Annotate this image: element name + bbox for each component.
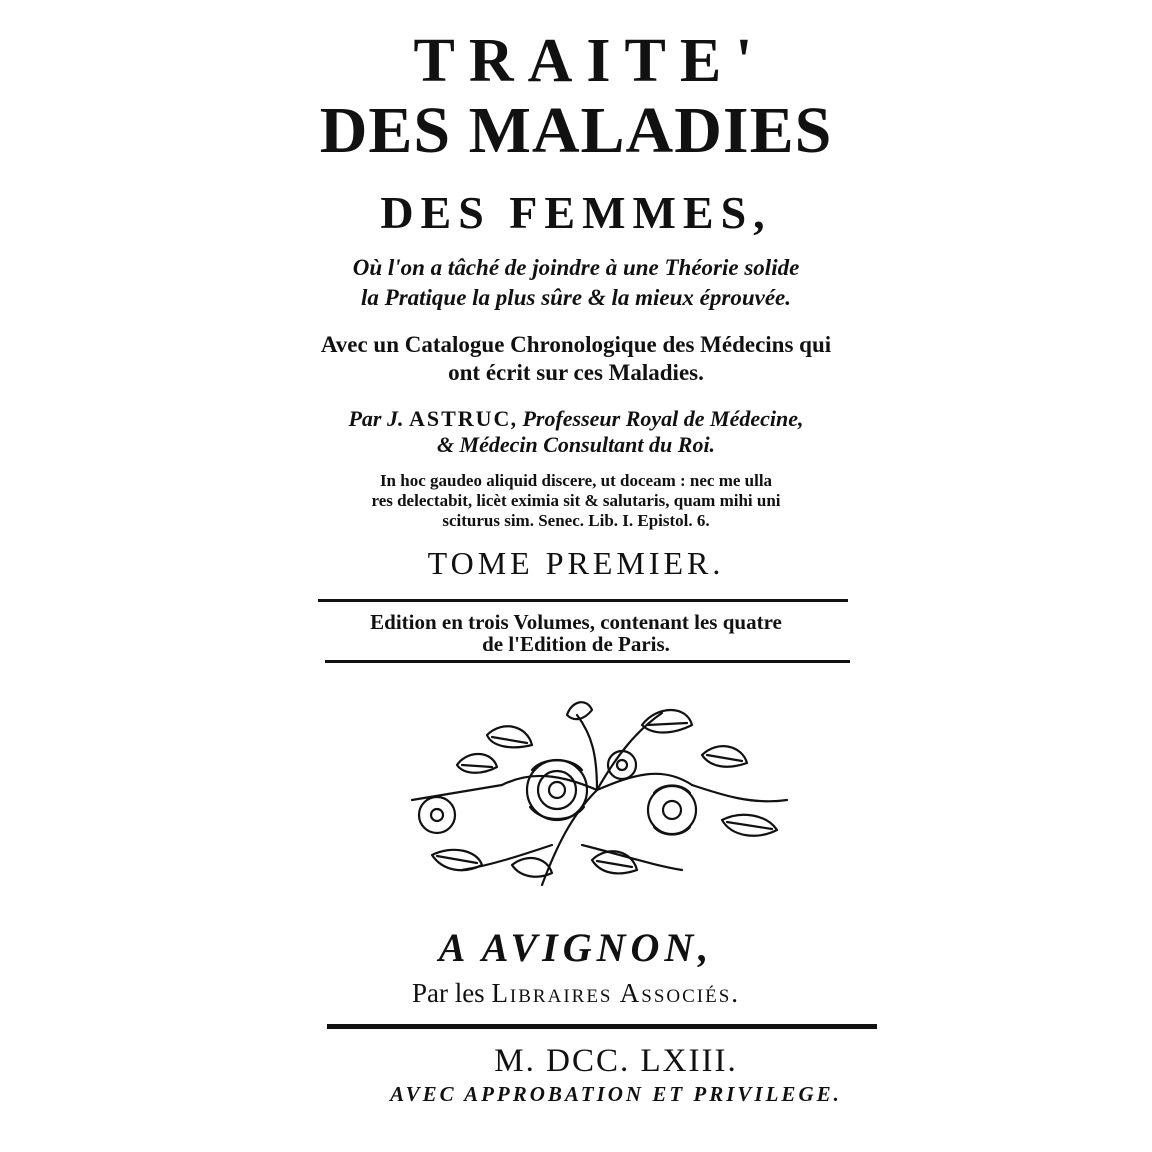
motto-line-3: sciturus sim. Senec. Lib. I. Epistol. 6. [442, 511, 710, 530]
floral-bouquet-icon [392, 695, 802, 895]
title-line-3: DES FEMMES, [380, 187, 772, 238]
publisher-prefix: Par les [411, 978, 492, 1008]
author-prefix: Par J. [348, 406, 409, 431]
imprint-approbation: AVEC APPROBATION ET PRIVILEGE. [390, 1082, 842, 1106]
divider-rule-top [318, 599, 848, 602]
tome-label: TOME PREMIER. [427, 545, 725, 581]
edition-line-1: Edition en trois Volumes, contenant les quatre [370, 610, 782, 634]
author-title: , Professeur Royal de Médecine, [511, 406, 804, 431]
motto-line-2: res delectabit, licèt eximia sit & salutaris, quam mihi uni [371, 491, 781, 510]
subtitle-line-1: Où l'on a tâché de joindre à une Théorie solide [352, 255, 800, 280]
author-name: ASTRUC [408, 406, 512, 431]
catalogue-line-2: ont écrit sur ces Maladies. [448, 360, 704, 385]
edition-line-2: de l'Edition de Paris. [482, 632, 670, 656]
title-line-2: DES MALADIES [319, 94, 833, 167]
motto-line-1: In hoc gaudeo aliquid discere, ut doceam : nec me ulla [379, 471, 773, 490]
author-line-2: & Médecin Consultant du Roi. [436, 432, 716, 457]
author-line-1 [0, 408, 1152, 430]
imprint-year: M. DCC. LXIII. [494, 1043, 738, 1079]
imprint-publisher [0, 980, 1152, 1007]
title-line-1: TRAITE' [413, 27, 767, 95]
divider-rule-imprint [327, 1024, 877, 1029]
catalogue-line-1: Avec un Catalogue Chronologique des Médecins qui [320, 332, 832, 357]
divider-rule-bottom [325, 660, 850, 663]
publisher-name: Libraires Associés. [491, 978, 741, 1008]
subtitle-line-2: la Pratique la plus sûre & la mieux éprouvée. [361, 285, 791, 310]
imprint-place: A AVIGNON, [438, 925, 714, 970]
